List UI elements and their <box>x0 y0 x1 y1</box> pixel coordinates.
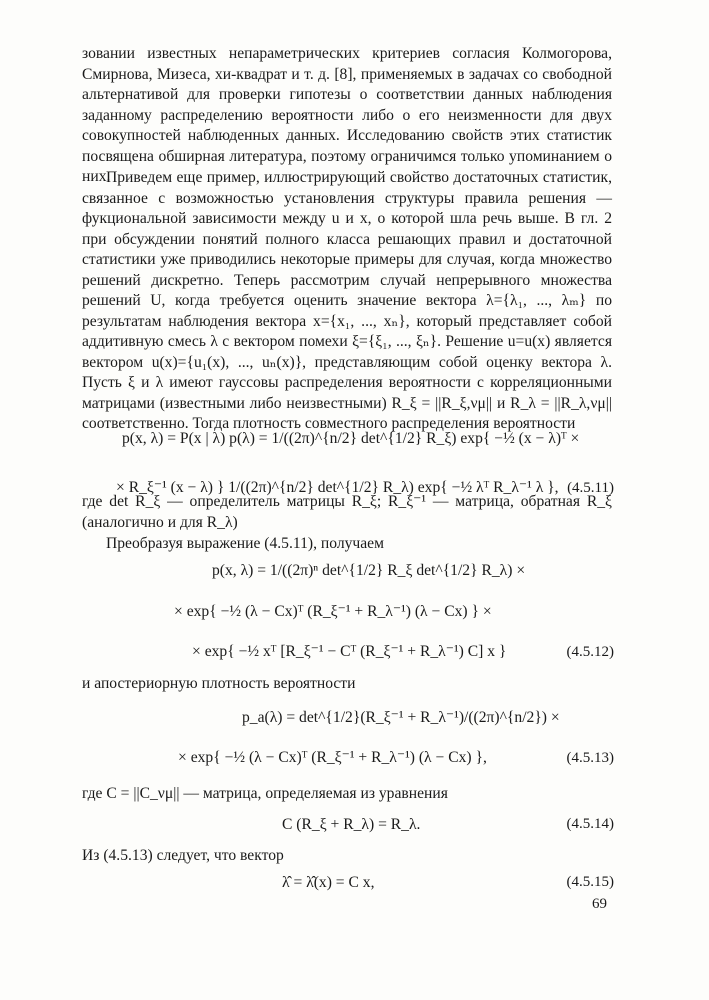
eq13-number: (4.5.13) <box>566 750 614 766</box>
eq15-text: λ̂ = λ̂(x) = C x, <box>282 874 375 891</box>
eq14-text: C (R_ξ + R_λ) = R_λ. <box>282 816 421 833</box>
eq12-line1 <box>212 562 525 580</box>
eq13-line2-text: × exp{ −½ (λ − Cx)ᵀ (R_ξ⁻¹ + R_λ⁻¹) (λ − Cx) }, <box>178 749 487 766</box>
eq11-line1 <box>122 430 579 448</box>
eq15-number: (4.5.15) <box>566 874 614 890</box>
p4-text: Преобразуя выражение (4.5.11), получаем <box>106 535 384 552</box>
paragraph-4 <box>82 534 612 555</box>
paragraph-7 <box>82 846 612 867</box>
eq12-line3 <box>192 642 506 661</box>
eq12-line1-text: p(x, λ) = 1/((2π)ⁿ det^{1/2} R_ξ det^{1/2} R_λ) × <box>212 562 526 579</box>
paragraph-5 <box>82 674 612 695</box>
eq14-line <box>282 816 420 834</box>
eq15-line <box>282 874 374 892</box>
eq12-line2 <box>174 602 492 621</box>
p5-text: и апостериорную плотность вероятности <box>82 675 356 692</box>
p3-text: где det R_ξ — определитель матрицы R_ξ; R_ξ⁻¹ — матрица, обратная R_ξ (аналогично и для R_λ) <box>82 493 612 531</box>
eq11-line2-text: × R_ξ⁻¹ (x − λ) } 1/((2π)^{n/2} det^{1/2} R_λ) exp{ −½ λᵀ R_λ⁻¹ λ }, <box>116 479 559 496</box>
eq12-line3-text: × exp{ −½ xᵀ [R_ξ⁻¹ − Cᵀ (R_ξ⁻¹ + R_λ⁻¹) C] x } <box>192 643 507 660</box>
paragraph-2 <box>82 168 612 435</box>
equation-4-5-13 <box>82 708 612 788</box>
eq13-line2 <box>178 748 487 767</box>
p2-text: Приведем еще пример, иллюстрирующий свойство достаточных статистик, связанное с возможностью установления структуры правила решения — фукциональной зависимости между u и x, о которой шла речь выше. В гл. 2 при обсуждении понятий полного класса решающих правил и достаточной статистики уже приводились некоторые примеры для случая, когда множество решений дискретно. Теперь рассмотрим случай непрерывного множества решений U, когда требуется оценить значение вектора λ={λ₁, ..., λₘ} по результатам наблюдения вектора x={x₁, ..., xₙ}, который представляет собой аддитивную смесь λ с вектором помехи ξ={ξ₁, ..., ξₙ}. Решение u=u(x) является вектором u(x)={u₁(x), ..., uₙ(x)}, представляющим собой оценку вектора λ. Пусть ξ и λ имеют гауссовы распределения вероятности с корреляционными матрицами (известными либо неизвестными) R_ξ = ||R_ξ,νμ|| и R_λ = ||R_λ,νμ|| соответственно. Тогда плотность совместного распределения вероятности <box>82 169 612 432</box>
page-number: 69 <box>592 896 607 912</box>
equation-4-5-14 <box>82 816 612 840</box>
eq12-line2-text: × exp{ −½ (λ − Cx)ᵀ (R_ξ⁻¹ + R_λ⁻¹) (λ − Cx) } × <box>174 603 492 620</box>
eq11-number: (4.5.11) <box>567 480 614 496</box>
paragraph-3 <box>82 492 612 533</box>
p6-text: где C = ||C_νμ|| — матрица, определяемая из уравнения <box>82 785 448 802</box>
paragraph-1 <box>82 44 612 188</box>
eq14-number: (4.5.14) <box>566 816 614 832</box>
equation-4-5-12 <box>82 562 612 672</box>
eq13-line1-text: p_a(λ) = det^{1/2}(R_ξ⁻¹ + R_λ⁻¹)/((2π)^{n/2}) × <box>242 709 560 726</box>
p1-text: зовании известных непараметрических критериев согласия Колмогорова, Смирнова, Мизеса, хи-квадрат и т. д. [8], применяемых в задачах со свободной альтернативой для проверки гипотезы о соответствии данных наблюдения заданному распределению вероятности либо о его неизменности для двух совокупностей наблюденных данных. Исследованию свойств этих статистик посвящена обширная литература, поэтому ограничимся только упоминанием о них. <box>82 45 612 185</box>
eq13-line1 <box>242 708 560 727</box>
p7-text: Из (4.5.13) следует, что вектор <box>82 847 284 864</box>
eq12-number: (4.5.12) <box>566 644 614 660</box>
equation-4-5-15 <box>82 874 612 898</box>
eq11-line1-text: p(x, λ) = P(x | λ) p(λ) = 1/((2π)^{n/2} det^{1/2} R_ξ) exp{ −½ (x − λ)ᵀ × <box>122 430 580 447</box>
paragraph-6 <box>82 784 612 805</box>
